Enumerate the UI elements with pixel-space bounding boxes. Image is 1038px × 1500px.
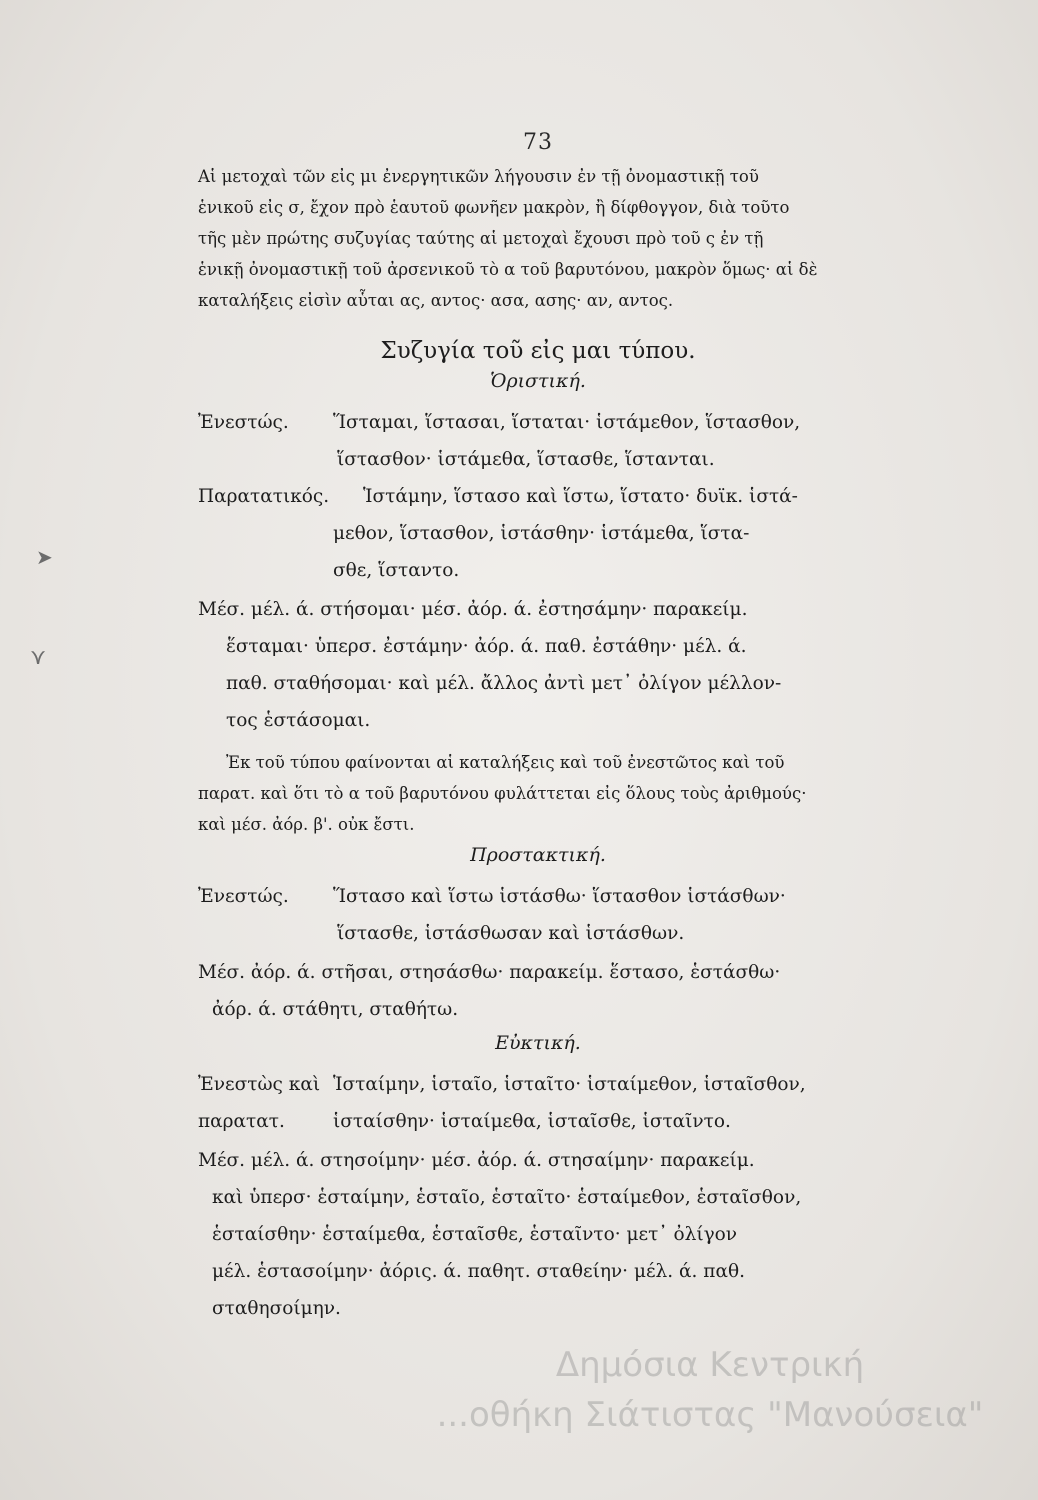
oristiki-heading: Ὁριστική. — [490, 370, 586, 392]
mes-line: παθ. σταθήσομαι· καὶ μέλ. ἄλλος ἀντὶ μετ᾽ ὀλίγον μέλλον- — [226, 673, 782, 694]
intro-line: καταλήξεις εἰσὶν αὗται ας, αντος· ασα, ασης· αν, αντος. — [198, 291, 674, 310]
page-number: 73 — [523, 130, 553, 155]
entry-line: ἱσταίσθην· ἱσταίμεθα, ἱσταῖσθε, ἱσταῖντο. — [333, 1111, 731, 1132]
mes-line: ἀόρ. ά. στάθητι, σταθήτω. — [212, 999, 459, 1020]
intro-line: τῆς μὲν πρώτης συζυγίας ταύτης αἱ μετοχαὶ ἔχουσι πρὸ τοῦ ς ἐν τῇ — [198, 229, 764, 248]
entry-line: Ἱσταίμην, ἱσταῖο, ἱσταῖτο· ἱσταίμεθον, ἱσταῖσθον, — [333, 1074, 806, 1095]
intro-line: ἑνικοῦ εἰς σ, ἔχον πρὸ ἑαυτοῦ φωνῆεν μακρὸν, ἢ δίφθογγον, διὰ τοῦτο — [198, 198, 790, 217]
section-title: Συζυγία τοῦ εἰς μαι τύπου. — [380, 338, 696, 364]
watermark-line: ...οθήκη Σιάτιστας "Μανούσεια" — [436, 1395, 984, 1435]
entry-line: ἵστασθον· ἱστάμεθα, ἵστασθε, ἵστανται. — [337, 449, 715, 470]
entry-line: Ἱστάμην, ἵστασο καὶ ἵστω, ἵστατο· δυϊκ. ἱστά- — [363, 486, 798, 507]
oristiki-paratatikos — [198, 478, 878, 515]
note-line: καὶ μέσ. ἀόρ. β'. οὐκ ἔστι. — [198, 815, 415, 834]
entry-line: Ἵσταμαι, ἵστασαι, ἵσταται· ἱστάμεθον, ἵστασθον, — [333, 412, 801, 433]
entry-label: Ἐνεστώς. — [198, 412, 289, 433]
arrow-mark-icon: ➤ — [36, 545, 53, 569]
euktiki-heading: Εὐκτική. — [495, 1032, 581, 1054]
entry-line: Ἵστασο καὶ ἵστω ἱστάσθω· ἵστασθον ἱστάσθων· — [333, 886, 786, 907]
mes-line: Μέσ. μέλ. ά. στήσομαι· μέσ. ἀόρ. ά. ἐστησάμην· παρακείμ. — [198, 599, 748, 620]
mes-line: Μέσ. ἀόρ. ά. στῆσαι, στησάσθω· παρακείμ. ἕστασο, ἑστάσθω· — [198, 962, 781, 983]
prostaktiki-enestos — [198, 878, 878, 952]
mes-line: τος ἑστάσομαι. — [226, 710, 371, 731]
euktiki-enestos — [198, 1066, 878, 1140]
mes-line: καὶ ὑπερσ· ἑσταίμην, ἑσταῖο, ἑσταῖτο· ἑσταίμεθον, ἑσταῖσθον, — [212, 1187, 802, 1208]
entry-label: Παρατατικός. — [198, 486, 330, 507]
entry-line: σθε, ἵσταντο. — [333, 560, 460, 581]
mes-line: Μέσ. μέλ. ά. στησοίμην· μέσ. ἀόρ. ά. στησαίμην· παρακείμ. — [198, 1150, 755, 1171]
entry-label: Ἐνεστὼς καὶ — [198, 1074, 321, 1095]
mes-line: μέλ. ἑστασοίμην· ἀόρις. ά. παθητ. σταθείην· μέλ. ά. παθ. — [212, 1261, 745, 1282]
oristiki-mes — [198, 591, 878, 739]
prostaktiki-heading: Προστακτική. — [470, 844, 606, 866]
entry-line: ἵστασθε, ἱστάσθωσαν καὶ ἱστάσθων. — [337, 923, 685, 944]
watermark-line: Δημόσια Κεντρική — [555, 1345, 865, 1385]
prostaktiki-mes — [198, 954, 878, 1028]
bird-mark-icon: ⋎ — [30, 645, 47, 670]
intro-line: Αἱ μετοχαὶ τῶν εἰς μι ἐνεργητικῶν λήγουσιν ἐν τῇ ὀνομαστικῇ τοῦ — [198, 167, 759, 186]
entry-label: Ἐνεστώς. — [198, 886, 289, 907]
oristiki-enestos — [198, 404, 878, 478]
mes-line: ἑσταίσθην· ἑσταίμεθα, ἑσταῖσθε, ἑσταῖντο· μετ᾽ ὀλίγον — [212, 1224, 738, 1245]
document-page — [198, 130, 878, 1327]
intro-paragraph — [198, 161, 878, 316]
library-watermark — [400, 1340, 1020, 1440]
note-line: παρατ. καὶ ὅτι τὸ α τοῦ βαρυτόνου φυλάττεται εἰς ὅλους τοὺς ἀριθμούς· — [198, 784, 807, 803]
intro-line: ἑνικῇ ὀνομαστικῇ τοῦ ἀρσενικοῦ τὸ α τοῦ βαρυτόνου, μακρὸν ὅμως· αἱ δὲ — [198, 260, 818, 279]
oristiki-note — [198, 747, 878, 840]
euktiki-mes — [198, 1142, 878, 1327]
mes-line: ἕσταμαι· ὑπερσ. ἐστάμην· ἀόρ. ά. παθ. ἐστάθην· μέλ. ά. — [226, 636, 747, 657]
entry-label: παρατατ. — [198, 1111, 285, 1132]
mes-line: σταθησοίμην. — [212, 1298, 341, 1319]
note-line: Ἐκ τοῦ τύπου φαίνονται αἱ καταλήξεις καὶ τοῦ ἐνεστῶτος καὶ τοῦ — [226, 753, 785, 772]
entry-line: μεθον, ἵστασθον, ἱστάσθην· ἱστάμεθα, ἵστα- — [333, 523, 750, 544]
